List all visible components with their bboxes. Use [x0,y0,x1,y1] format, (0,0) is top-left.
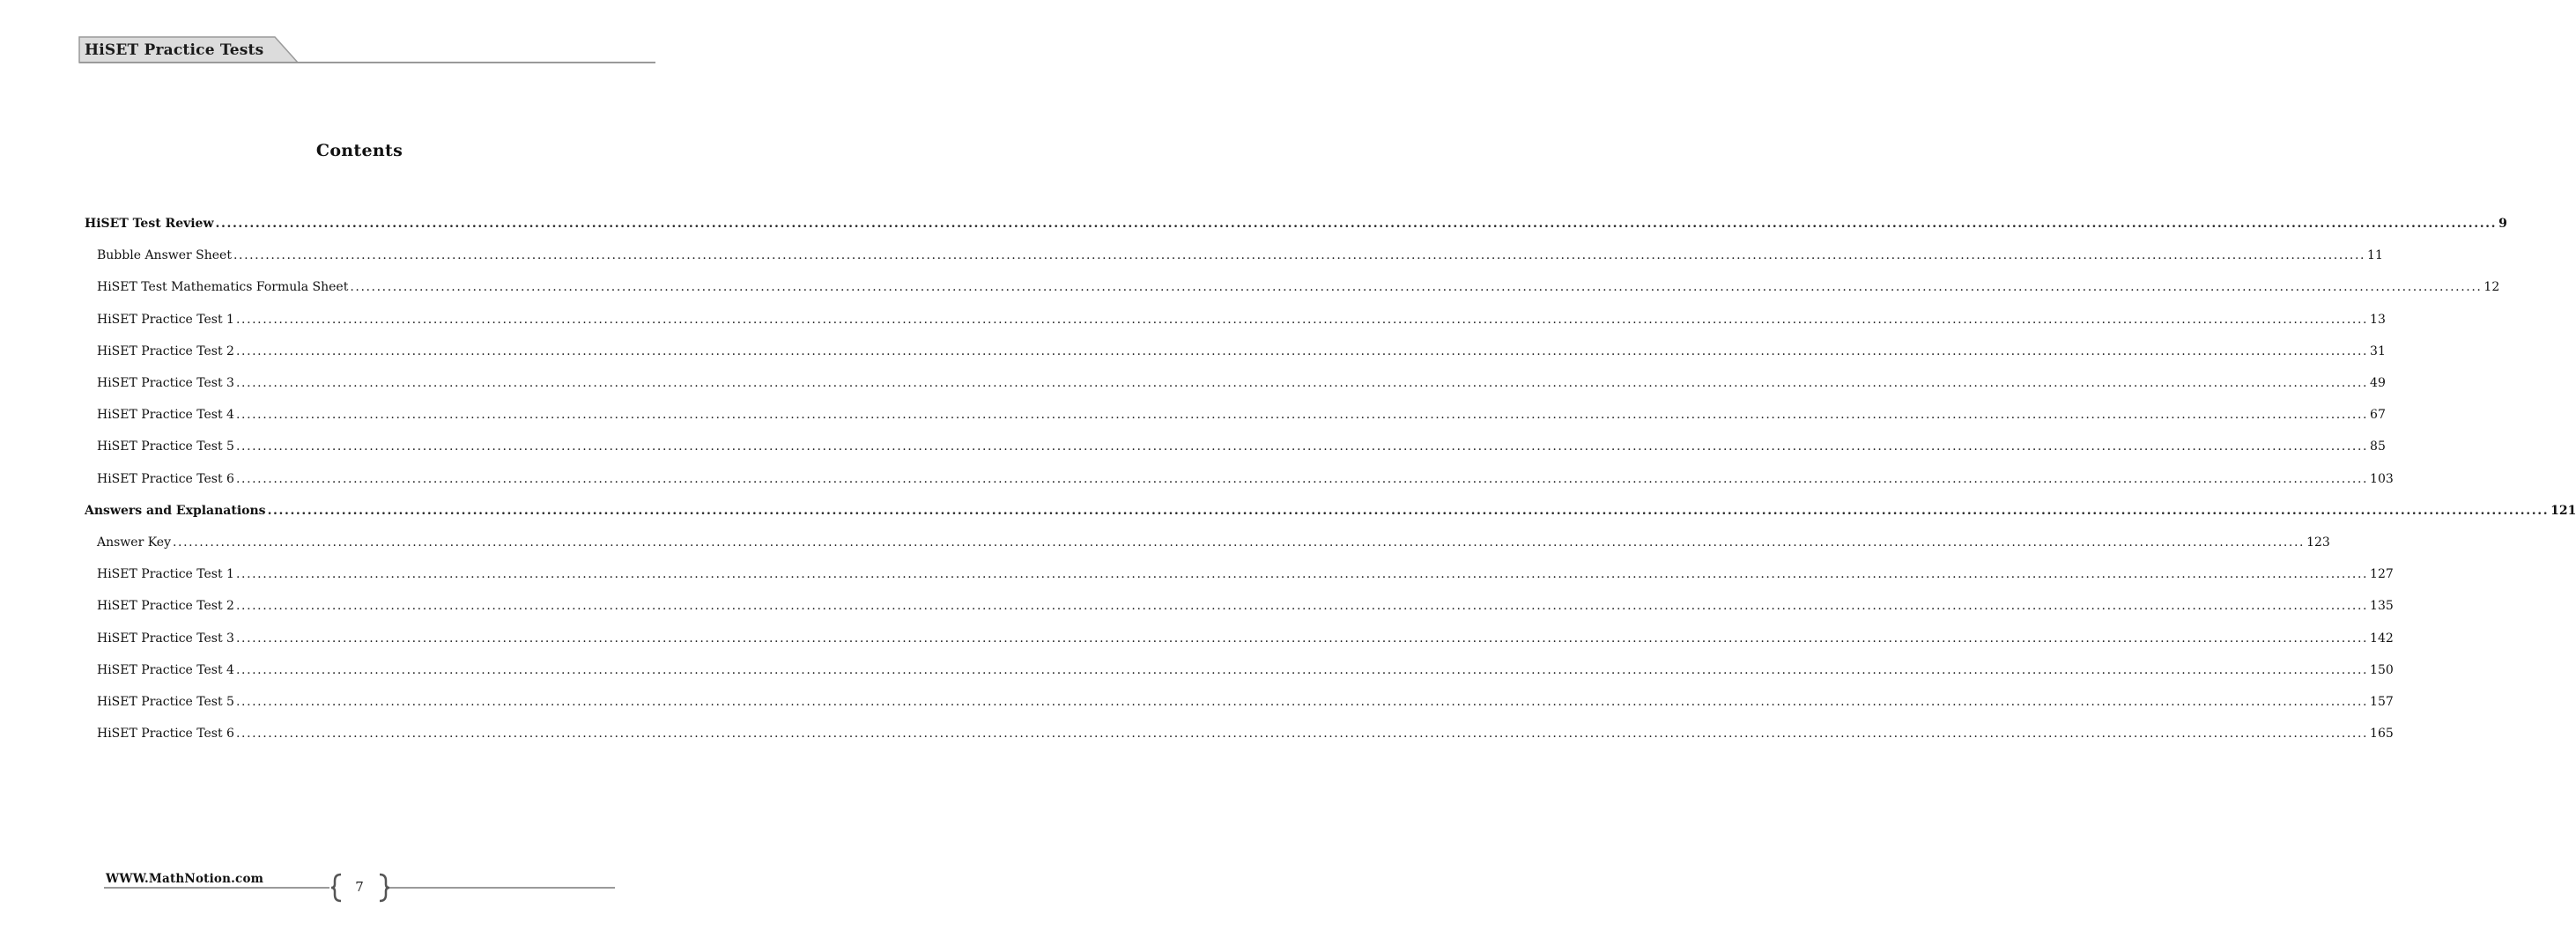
toc-label: Bubble Answer Sheet [97,248,232,263]
toc-label: HiSET Practice Test 2 [97,599,234,614]
toc-dot-leader: ................................................................................................................................................................................................................................................................................................................................................................................................................ [215,217,2498,231]
toc-page-number: 49 [2370,376,2386,390]
toc-dot-leader: ................................................................................................................................................................................................................................................................................................................................................................................................................ [235,727,2369,742]
toc-page-number: 9 [2498,217,2507,231]
toc-dot-leader: ................................................................................................................................................................................................................................................................................................................................................................................................................ [235,631,2369,646]
toc-label: HiSET Test Mathematics Formula Sheet [97,280,349,295]
toc-dot-leader: ................................................................................................................................................................................................................................................................................................................................................................................................................ [235,567,2369,582]
toc-label: HiSET Practice Test 3 [97,376,234,390]
toc-label: HiSET Practice Test 6 [97,471,234,486]
toc-page-number: 123 [2306,535,2330,550]
toc-page-number: 12 [2483,280,2500,295]
toc-page-number: 165 [2370,727,2394,742]
footer-page-number: 7 [355,879,364,895]
toc-dot-leader: ................................................................................................................................................................................................................................................................................................................................................................................................................ [350,280,2483,295]
header-title: HiSET Practice Tests [85,41,264,59]
toc-label: Answers and Explanations [85,503,266,518]
toc-page-number: 67 [2370,408,2386,423]
toc-label: Answer Key [97,535,171,550]
footer-url[interactable]: WWW.MathNotion.com [106,872,264,886]
toc-dot-leader: ................................................................................................................................................................................................................................................................................................................................................................................................................ [235,471,2369,486]
toc-label: HiSET Practice Test 1 [97,312,234,327]
toc-label: HiSET Practice Test 1 [97,567,234,582]
toc-page-number: 150 [2370,662,2394,677]
toc-page-number: 85 [2370,439,2386,454]
toc-page-number: 121 [2550,503,2576,518]
toc-dot-leader: ................................................................................................................................................................................................................................................................................................................................................................................................................ [233,248,2366,263]
toc-label: HiSET Practice Test 5 [97,439,234,454]
toc-dot-leader: ................................................................................................................................................................................................................................................................................................................................................................................................................ [173,535,2306,550]
toc-label: HiSET Test Review [85,217,214,231]
toc-label: HiSET Practice Test 5 [97,695,234,709]
toc-dot-leader: ................................................................................................................................................................................................................................................................................................................................................................................................................ [235,312,2369,327]
page-title: Contents [315,141,403,160]
toc-page-number: 103 [2370,471,2394,486]
right-brace-icon [380,875,389,901]
footer-rule [0,0,719,930]
toc-dot-leader: ................................................................................................................................................................................................................................................................................................................................................................................................................ [267,503,2550,518]
toc-label: HiSET Practice Test 4 [97,662,234,677]
toc-label: HiSET Practice Test 4 [97,408,234,423]
toc-dot-leader: ................................................................................................................................................................................................................................................................................................................................................................................................................ [235,695,2369,709]
toc-label: HiSET Practice Test 3 [97,631,234,646]
toc-label: HiSET Practice Test 2 [97,343,234,358]
toc-page-number: 13 [2370,312,2386,327]
toc-page-number: 157 [2370,695,2394,709]
toc-page-number: 127 [2370,567,2394,582]
toc-dot-leader: ................................................................................................................................................................................................................................................................................................................................................................................................................ [235,662,2369,677]
toc-dot-leader: ................................................................................................................................................................................................................................................................................................................................................................................................................ [235,376,2369,390]
toc-page-number: 31 [2370,343,2386,358]
toc-page-number: 11 [2367,248,2383,263]
toc-page-number: 142 [2370,631,2394,646]
toc-dot-leader: ................................................................................................................................................................................................................................................................................................................................................................................................................ [235,408,2369,423]
toc-dot-leader: ................................................................................................................................................................................................................................................................................................................................................................................................................ [235,439,2369,454]
left-brace-icon [331,875,341,901]
toc-dot-leader: ................................................................................................................................................................................................................................................................................................................................................................................................................ [235,343,2369,358]
toc-dot-leader: ................................................................................................................................................................................................................................................................................................................................................................................................................ [235,599,2369,614]
toc-label: HiSET Practice Test 6 [97,727,234,742]
toc-page-number: 135 [2370,599,2394,614]
